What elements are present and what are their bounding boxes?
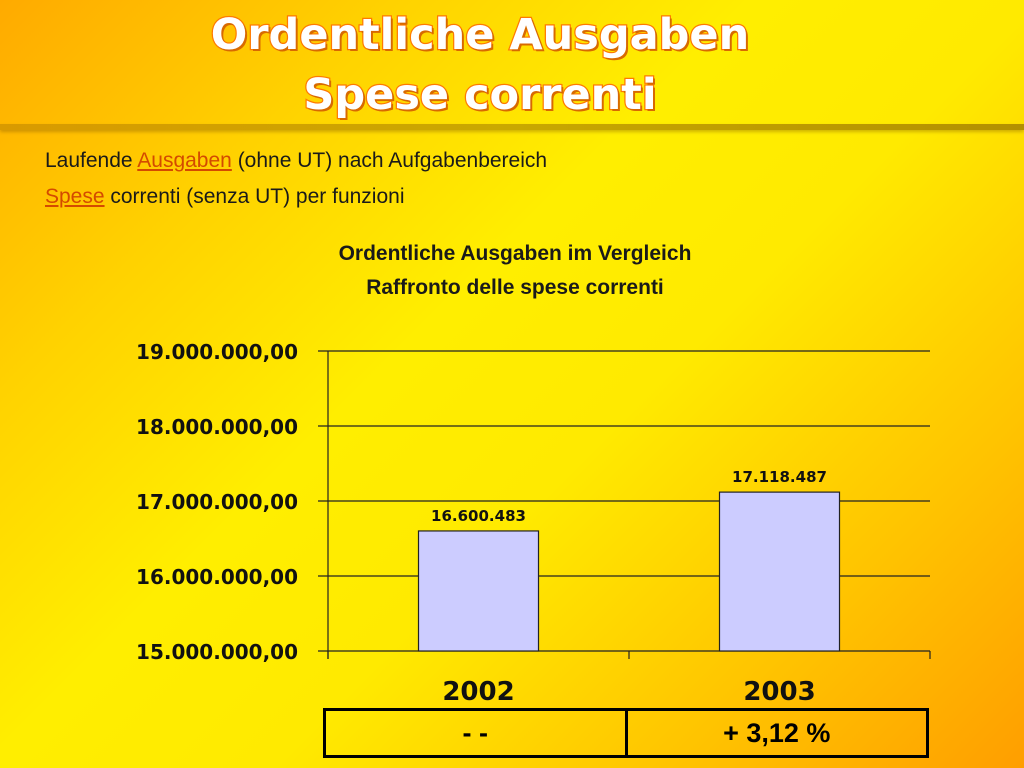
data-label: 16.600.483 — [431, 506, 526, 525]
y-tick-label: 16.000.000,00 — [136, 565, 298, 589]
subtitle-it-link[interactable]: Spese — [45, 185, 105, 208]
subtitle-it-post: correnti (senza UT) per funzioni — [104, 185, 405, 208]
slide-title-it: Spese correnti — [303, 70, 657, 120]
slide-title-de: Ordentliche Ausgaben — [210, 10, 750, 60]
chart-subtitle: Raffronto delle spese correnti — [366, 276, 664, 299]
change-cell-2003: + 3,12 % — [625, 711, 927, 755]
subtitle-de-link[interactable]: Ausgaben — [137, 149, 232, 172]
bar — [720, 492, 840, 651]
chart-title: Ordentliche Ausgaben im Vergleich — [338, 242, 692, 265]
bar — [419, 531, 539, 651]
y-tick-label: 15.000.000,00 — [136, 640, 298, 664]
x-tick-label: 2003 — [743, 677, 816, 707]
y-tick-label: 17.000.000,00 — [136, 490, 298, 514]
y-tick-label: 19.000.000,00 — [136, 340, 298, 364]
change-cell-2002: - - — [462, 717, 488, 748]
x-tick-label: 2002 — [442, 677, 515, 707]
subtitle-de-pre: Laufende — [45, 149, 138, 172]
data-label: 17.118.487 — [732, 468, 827, 487]
subtitle-de-post: (ohne UT) nach Aufgabenbereich — [231, 149, 548, 172]
y-tick-label: 18.000.000,00 — [136, 415, 298, 439]
change-table — [323, 708, 929, 758]
